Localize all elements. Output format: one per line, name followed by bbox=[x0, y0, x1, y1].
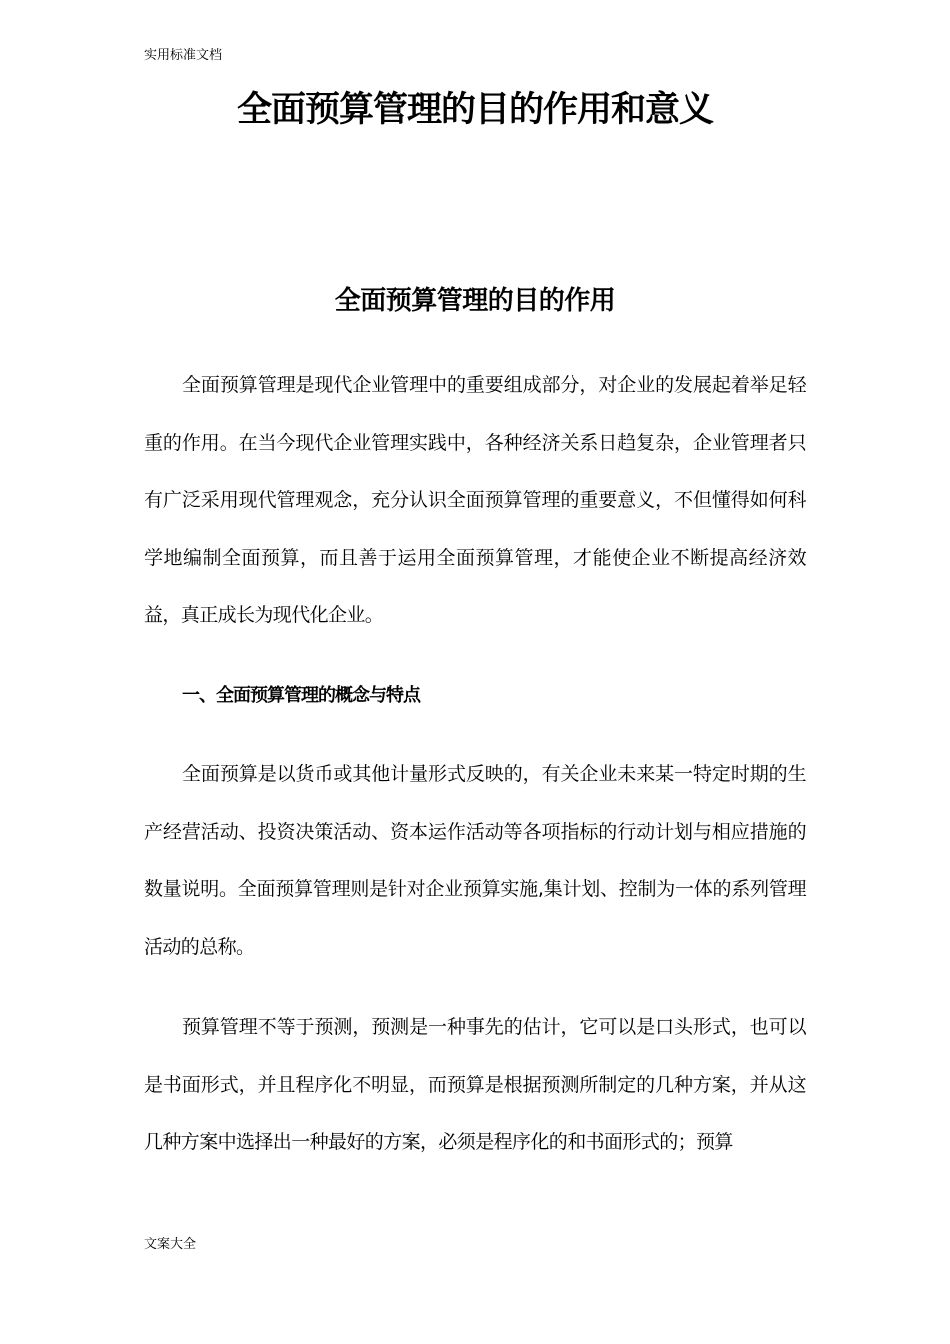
subheading: 一、全面预算管理的概念与特点 bbox=[182, 685, 420, 706]
body-paragraph: 预算管理不等于预测，预测是一种事先的估计，它可以是口头形式，也可以是书面形式，并且程序化不明显，而预算是根据预测所制定的几种方案，并从这几种方案中选择出一种最好的方案，必须是程序化的和书面形式的；预算 bbox=[144, 1016, 806, 1153]
document-title: 全面预算管理的目的作用和意义 bbox=[236, 90, 713, 130]
page-footer: 文案大全 bbox=[144, 1237, 197, 1252]
body-paragraph: 全面预算管理是现代企业管理中的重要组成部分，对企业的发展起着举足轻重的作用。在当今现代企业管理实践中，各种经济关系日趋复杂，企业管理者只有广泛采用现代管理观念，充分认识全面预算管理的重要意义，不但懂得如何科学地编制全面预算，而且善于运用全面预算管理，才能使企业不断提高经济效益，真正成长为现代化企业。 bbox=[144, 374, 806, 626]
section-title: 全面预算管理的目的作用 bbox=[334, 286, 616, 316]
body-paragraph: 全面预算是以货币或其他计量形式反映的，有关企业未来某一特定时期的生产经营活动、投资决策活动、资本运作活动等各项指标的行动计划与相应措施的数量说明。全面预算管理则是针对企业预算实施,集计划、控制为一体的系列管理活动的总称。 bbox=[144, 763, 806, 958]
page-header: 实用标准文档 bbox=[144, 48, 223, 63]
